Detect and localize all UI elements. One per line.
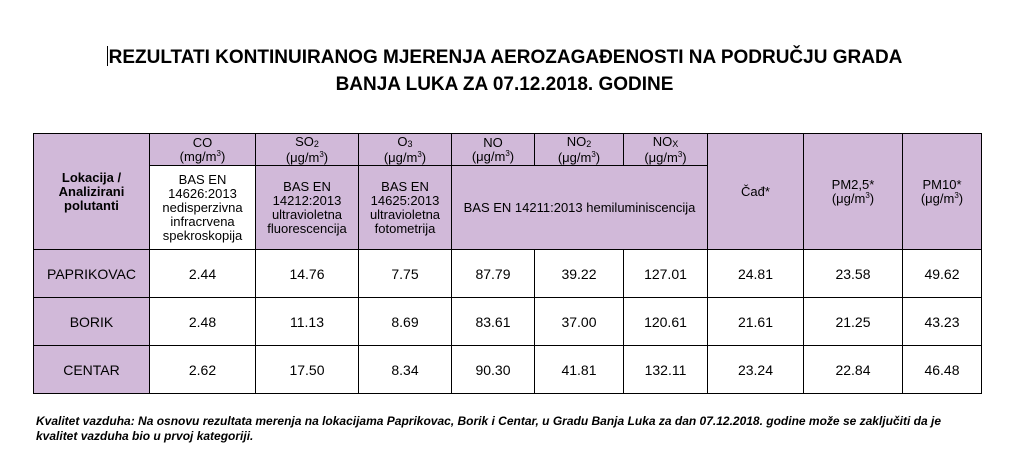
o3-unit: $(\mu g/m^3)$: [383, 149, 427, 165]
nox-unit: $(\mu g/m^3)$: [644, 149, 687, 165]
value-cell: 127.01: [624, 250, 708, 298]
co-unit: $(mg/m^3)$: [179, 148, 226, 164]
value-cell: 8.34: [359, 346, 452, 394]
value-cell: 23.58: [804, 250, 903, 298]
value-cell: 8.69: [359, 298, 452, 346]
results-table: [33, 133, 982, 394]
value-cell: 2.48: [150, 298, 256, 346]
value-cell: 87.79: [452, 250, 535, 298]
value-cell: 43.23: [903, 298, 982, 346]
table-row: [34, 250, 982, 298]
value-cell: 21.25: [804, 298, 903, 346]
document-title: [0, 44, 1009, 98]
location-cell: PAPRIKOVAC: [34, 250, 150, 298]
pm25-header: PM2,5* $(\mu g/m^3)$: [804, 134, 903, 250]
value-cell: 120.61: [624, 298, 708, 346]
value-cell: 49.62: [903, 250, 982, 298]
value-cell: 132.11: [624, 346, 708, 394]
so2-unit: $(\mu g/m^3)$: [285, 149, 329, 165]
no2-unit: $(\mu g/m^3)$: [557, 149, 601, 165]
so2-header: $SO_2$ $(\mu g/m^3)$: [256, 134, 359, 166]
value-cell: 22.84: [804, 346, 903, 394]
value-cell: 11.13: [256, 298, 359, 346]
value-cell: 23.24: [708, 346, 804, 394]
no-header: NO $(\mu g/m^3)$: [452, 134, 535, 166]
o3-standard: BAS EN 14625:2013 ultravioletna fotometrija: [359, 166, 452, 250]
location-header: Lokacija / Analizirani polutanti: [34, 134, 150, 250]
value-cell: 14.76: [256, 250, 359, 298]
header-row-pollutants: [34, 134, 982, 166]
nox-header: $NO_X$ $(\mu g/m^3)$: [624, 134, 708, 166]
value-cell: 83.61: [452, 298, 535, 346]
value-cell: 46.48: [903, 346, 982, 394]
co-standard: BAS EN 14626:2013 nedisperzivna infracrvena spekroskopija: [150, 166, 256, 250]
pm10-unit: $(\mu g/m^3)$: [920, 190, 964, 206]
pm10-header: PM10* $(\mu g/m^3)$: [903, 134, 982, 250]
value-cell: 2.44: [150, 250, 256, 298]
value-cell: 90.30: [452, 346, 535, 394]
value-cell: 21.61: [708, 298, 804, 346]
cad-header: Čađ*: [708, 134, 804, 250]
table-row: [34, 346, 982, 394]
title-line-1: REZULTATI KONTINUIRANOG MJERENJA AEROZAGAĐENOSTI NA PODRUČJU GRADA: [108, 47, 903, 68]
no2-header: $NO_2$ $(\mu g/m^3)$: [535, 134, 624, 166]
value-cell: 39.22: [535, 250, 624, 298]
air-quality-note: Kvalitet vazduha: Na osnovu rezultata merenja na lokacijama Paprikovac, Borik i Centar, u Gradu Banja Luka za dan 07.12.2018. godine može se zaključiti da je kvalitet vazduha bio u prvoj kategoriji.: [36, 414, 941, 443]
value-cell: 24.81: [708, 250, 804, 298]
value-cell: 41.81: [535, 346, 624, 394]
nox-standard: BAS EN 14211:2013 hemiluminiscencija: [452, 166, 708, 250]
value-cell: 2.62: [150, 346, 256, 394]
o3-header: $O_3$ $(\mu g/m^3)$: [359, 134, 452, 166]
value-cell: 7.75: [359, 250, 452, 298]
location-cell: CENTAR: [34, 346, 150, 394]
title-line-2: BANJA LUKA ZA 07.12.2018. GODINE: [335, 74, 674, 95]
value-cell: 37.00: [535, 298, 624, 346]
table-row: [34, 298, 982, 346]
text-cursor: [107, 46, 108, 66]
co-header: CO $(mg/m^3)$: [150, 134, 256, 166]
value-cell: 17.50: [256, 346, 359, 394]
pm25-unit: $(\mu g/m^3)$: [831, 190, 875, 206]
location-cell: BORIK: [34, 298, 150, 346]
so2-standard: BAS EN 14212:2013 ultravioletna fluorescencija: [256, 166, 359, 250]
no-unit: $(\mu g/m^3)$: [471, 148, 515, 164]
